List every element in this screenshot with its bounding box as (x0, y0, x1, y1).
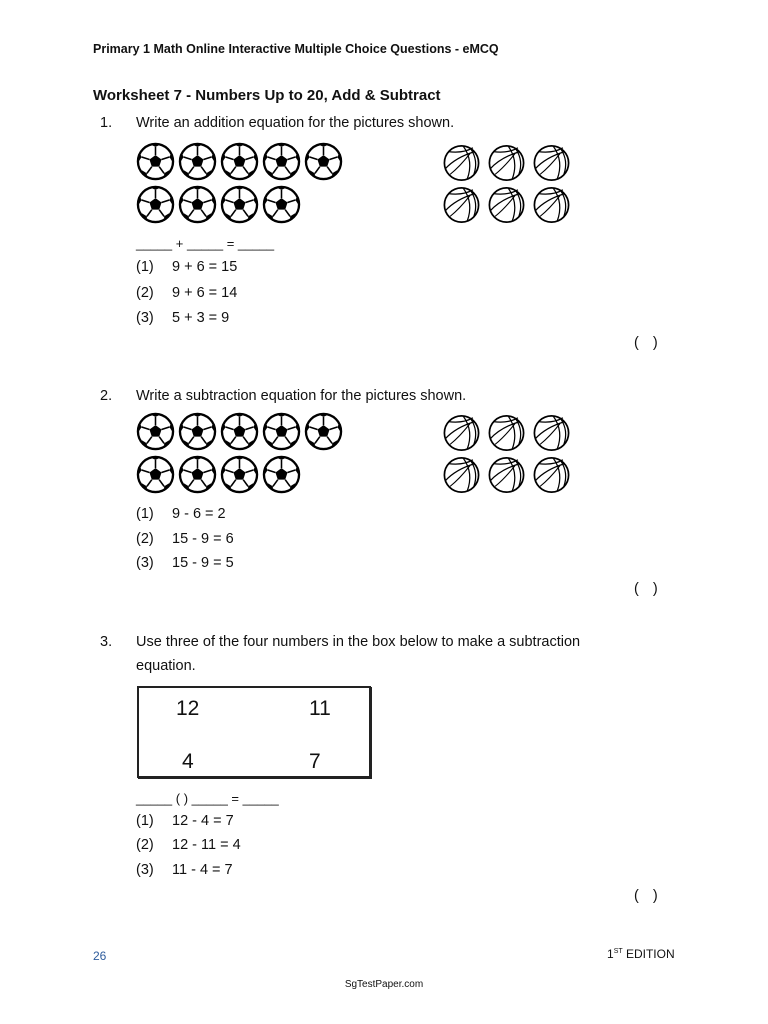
beach-ball-row (441, 186, 572, 224)
soccer-ball-icon (136, 412, 175, 451)
beach-ball-row (441, 414, 572, 452)
soccer-ball-icon (262, 412, 301, 451)
option-label: (3) (136, 310, 154, 326)
option-text: 15 - 9 = 6 (172, 531, 234, 547)
box-number-12: 12 (176, 697, 200, 720)
option-text: 15 - 9 = 5 (172, 555, 234, 571)
question-1-option-3[interactable] (136, 310, 229, 326)
question-3-text-line-2: equation. (136, 658, 196, 674)
soccer-ball-icon (136, 142, 175, 181)
option-label: (1) (136, 259, 154, 275)
soccer-ball-icon (178, 185, 217, 224)
question-1-option-1[interactable] (136, 259, 237, 275)
soccer-ball-icon (178, 455, 217, 494)
question-3-option-2[interactable] (136, 837, 241, 853)
beach-ball-icon (441, 456, 482, 494)
question-2-soccer-balls (136, 412, 343, 494)
soccer-ball-icon (136, 185, 175, 224)
worksheet-title: Worksheet 7 - Numbers Up to 20, Add & Subtract (93, 87, 441, 104)
question-2-answer-bracket[interactable]: ( ) (634, 581, 658, 597)
question-1-beach-balls (441, 144, 572, 224)
beach-ball-icon (486, 414, 527, 452)
soccer-ball-icon (220, 455, 259, 494)
question-3-text-line-1: Use three of the four numbers in the box below to make a subtraction (136, 634, 581, 650)
edition-word: EDITION (622, 947, 675, 961)
soccer-ball-row (136, 412, 343, 451)
soccer-ball-icon (178, 142, 217, 181)
beach-ball-icon (486, 144, 527, 182)
soccer-ball-icon (262, 185, 301, 224)
edition-ordinal: ST (613, 948, 623, 955)
soccer-ball-icon (220, 185, 259, 224)
question-1-answer-blanks: _____ + _____ = _____ (136, 236, 275, 251)
question-3-number: 3. (100, 634, 113, 650)
option-text: 12 - 11 = 4 (172, 837, 241, 853)
option-label: (3) (136, 862, 154, 878)
soccer-ball-icon (178, 412, 217, 451)
box-number-4: 4 (182, 750, 194, 773)
site-name: SgTestPaper.com (344, 979, 424, 990)
option-text: 9 + 6 = 15 (172, 259, 238, 275)
box-number-7: 7 (309, 750, 321, 773)
beach-ball-icon (441, 414, 482, 452)
edition-number: 1 (607, 947, 614, 961)
beach-ball-icon (531, 186, 572, 224)
edition-label (607, 947, 675, 961)
option-label: (2) (136, 285, 154, 301)
question-2-text: Write a subtraction equation for the pictures shown. (136, 388, 467, 404)
question-2-number: 2. (100, 388, 113, 404)
page-number: 26 (93, 949, 107, 963)
question-1-answer-bracket[interactable]: ( ) (634, 335, 658, 351)
beach-ball-icon (531, 456, 572, 494)
beach-ball-icon (531, 144, 572, 182)
option-label: (2) (136, 531, 154, 547)
soccer-ball-icon (220, 412, 259, 451)
option-label: (1) (136, 506, 154, 522)
option-label: (3) (136, 555, 154, 571)
question-1-number: 1. (100, 115, 113, 131)
soccer-ball-icon (136, 455, 175, 494)
soccer-ball-row (136, 455, 343, 494)
soccer-ball-row (136, 142, 343, 181)
option-text: 9 - 6 = 2 (172, 506, 226, 522)
beach-ball-icon (486, 186, 527, 224)
option-text: 12 - 4 = 7 (172, 813, 234, 829)
question-2-option-2[interactable] (136, 531, 234, 547)
soccer-ball-icon (262, 142, 301, 181)
question-2-option-3[interactable] (136, 555, 234, 571)
option-text: 11 - 4 = 7 (172, 862, 233, 878)
question-1-option-2[interactable] (136, 285, 237, 301)
beach-ball-icon (486, 456, 527, 494)
question-2-beach-balls (441, 414, 572, 494)
question-3-answer-bracket[interactable]: ( ) (634, 888, 658, 904)
soccer-ball-icon (262, 455, 301, 494)
beach-ball-row (441, 456, 572, 494)
question-3-answer-blanks: _____ ( ) _____ = _____ (136, 791, 279, 806)
option-label: (1) (136, 813, 154, 829)
soccer-ball-icon (304, 142, 343, 181)
beach-ball-icon (531, 414, 572, 452)
beach-ball-row (441, 144, 572, 182)
number-box (137, 686, 371, 778)
soccer-ball-row (136, 185, 343, 224)
question-1-text: Write an addition equation for the pictures shown. (136, 115, 455, 131)
option-text: 5 + 3 = 9 (172, 310, 230, 326)
beach-ball-icon (441, 144, 482, 182)
page-header: Primary 1 Math Online Interactive Multiple Choice Questions - eMCQ (93, 42, 499, 56)
question-1-soccer-balls (136, 142, 343, 224)
box-number-11: 11 (309, 697, 331, 720)
option-label: (2) (136, 837, 154, 853)
soccer-ball-icon (304, 412, 343, 451)
question-3-option-3[interactable] (136, 862, 233, 878)
beach-ball-icon (441, 186, 482, 224)
option-text: 9 + 6 = 14 (172, 285, 238, 301)
soccer-ball-icon (220, 142, 259, 181)
question-2-option-1[interactable] (136, 506, 226, 522)
question-3-option-1[interactable] (136, 813, 234, 829)
